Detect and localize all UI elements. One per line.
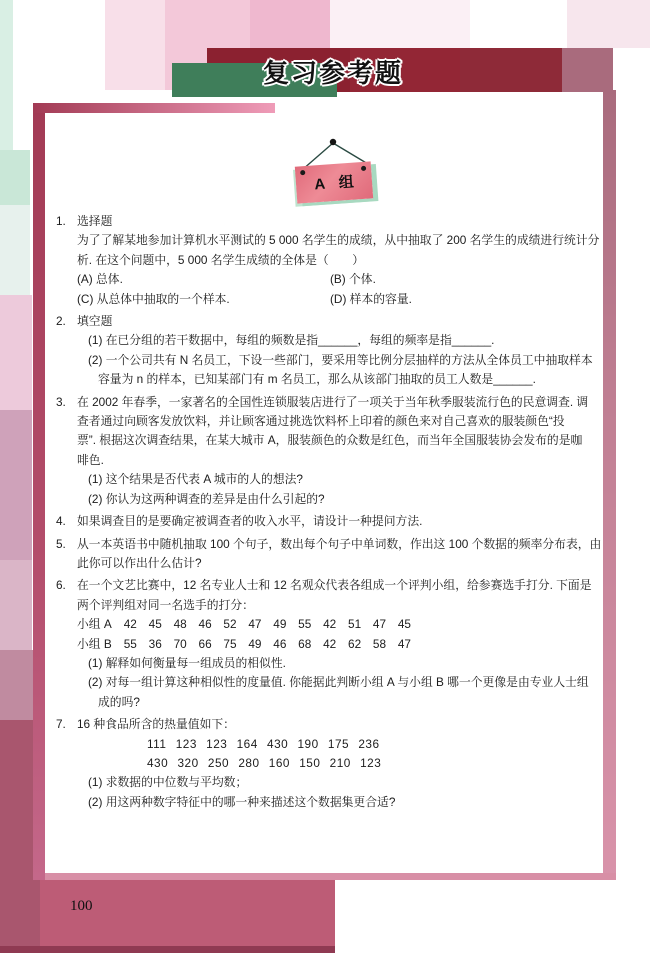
bg-bottom-edge [0, 946, 335, 953]
question-7-sub1: (1) 求数据的中位数与平均数； [88, 775, 248, 790]
question-4-number: 4. [56, 514, 66, 529]
group-a-plaque [295, 161, 373, 203]
group-a-scores: 42 45 48 46 52 47 49 55 42 51 47 45 [123, 617, 411, 632]
question-2-title: 2. 填空题 [77, 312, 604, 331]
group-b-row-label: 小组 B [77, 636, 112, 651]
question-1-options [77, 270, 604, 309]
question-5-title: 5. 从一本英语书中随机抽取 100 个句子，数出每个句子中单词数，作出这 100 个数据的频率分布表，由 [77, 535, 604, 554]
scores-row-b [77, 635, 604, 654]
card-border-right [603, 90, 616, 880]
question-1-body-line: 析. 在这个问题中，5 000 名学生成绩的全体是（ ） [77, 252, 365, 267]
question-2-sub2: (2) 一个公司共有 N 名员工，下设一些部门，要采用等比例分层抽样的方法从全体员工中抽取样本 [88, 352, 593, 367]
question-7-title: 7. 16 种食品所含的热量值如下： [77, 715, 604, 734]
question-4-title: 4. 如果调查目的是要确定被调查者的收入水平，请设计一种提问方法. [77, 512, 604, 531]
bg-left-azure [0, 205, 30, 295]
question-6-body-line: 两个评判组对同一名选手的打分： [77, 597, 254, 612]
question-7-number: 7. [56, 717, 66, 732]
bg-left-pink [0, 295, 32, 410]
question-6-title: 6. 在一个文艺比赛中，12 名专业人士和 12 名观众代表各组成一个评判小组，给参赛选手打分. 下面是 [77, 576, 604, 595]
plaque-pin-left [300, 170, 305, 175]
question-3-body-line: 查者通过向顾客发放饮料，并让顾客通过挑选饮料杯上印着的颜色来对自己喜欢的服装颜色“投 [77, 414, 565, 429]
question-2-number: 2. [56, 314, 66, 329]
question-3-sub2: (2) 你认为这两种调查的差异是由什么引起的? [88, 491, 325, 506]
group-b-scores: 55 36 70 66 75 49 46 68 42 62 58 47 [123, 636, 411, 651]
question-3-sub1: (1) 这个结果是否代表 A 城市的人的想法? [88, 472, 303, 487]
option-d: (D) 样本的容量. [330, 291, 412, 306]
option-c: (C) 从总体中抽取的一个样本. [77, 291, 230, 306]
question-1-number: 1. [56, 214, 66, 228]
questions-block [56, 212, 604, 812]
bg-strip-pink-pale [105, 0, 165, 103]
question-7-sub2: (2) 用这两种数字特征中的哪一种来描述这个数据集更合适? [88, 794, 396, 809]
header-band-mauve [562, 48, 613, 92]
card-border-top [33, 103, 275, 113]
bg-left-mint [0, 150, 30, 205]
header-band-red-mid [460, 48, 562, 92]
group-a-label: A 组 [313, 173, 360, 194]
page-title: 复习参考题 [263, 58, 404, 88]
question-1-title: 1. 选择题 [77, 212, 604, 231]
question-3-body-line: 啡色. [77, 452, 104, 467]
option-b: (B) 个体. [330, 272, 376, 287]
card-border-left [33, 103, 45, 880]
question-3-title: 3. 在 2002 年春季，一家著名的全国性连锁服装店进行了一项关于当年秋季服装流行色的民意调查. 调 [77, 393, 604, 412]
question-3-number: 3. [56, 394, 66, 409]
question-3-body-line: 票”. 根据这次调查结果，在某大城市 A，服装颜色的众数是红色，而当年全国服装协会发布的是咖 [77, 433, 583, 448]
bg-left-mauve-light [0, 560, 32, 655]
plaque-pin-right [361, 166, 366, 171]
question-6-sub1: (1) 解释如何衡量每一组成员的相似性. [88, 655, 286, 670]
group-a-row-label: 小组 A [77, 617, 112, 632]
bg-left-mauve [0, 410, 32, 560]
scores-row-a [77, 615, 604, 634]
question-2-sub2-cont: 容量为 n 的样本，已知某部门有 m 名员工，那么从该部门抽取的员工人数是______. [98, 372, 536, 387]
question-5-body-line: 此你可以作出什么估计? [77, 555, 202, 570]
card-border-bottom [45, 873, 616, 880]
question-6-number: 6. [56, 578, 66, 593]
bg-strip-mint-top [0, 0, 13, 150]
calorie-values-row-2: 430 320 250 280 160 150 210 123 [147, 755, 382, 770]
question-6-sub2: (2) 对每一组计算这种相似性的度量值. 你能据此判断小组 A 与小组 B 哪一个更像是由专业人士组 [88, 675, 589, 690]
bg-strip-top-right [567, 0, 650, 48]
question-1-body-line: 为了了解某地参加计算机水平测试的 5 000 名学生的成绩，从中抽取了 200 名学生的成绩进行统计分 [77, 233, 600, 248]
option-a: (A) 总体. [77, 272, 123, 287]
plaque-nail [330, 139, 336, 145]
question-5-number: 5. [56, 536, 66, 551]
calorie-values-row-1: 111 123 123 164 430 190 175 236 [147, 736, 380, 751]
question-6-sub2-cont: 成的吗? [98, 694, 140, 709]
page-number: 100 [70, 898, 93, 914]
question-2-sub1: (1) 在已分组的若干数据中，每组的频数是指______，每组的频率是指______. [88, 333, 495, 348]
